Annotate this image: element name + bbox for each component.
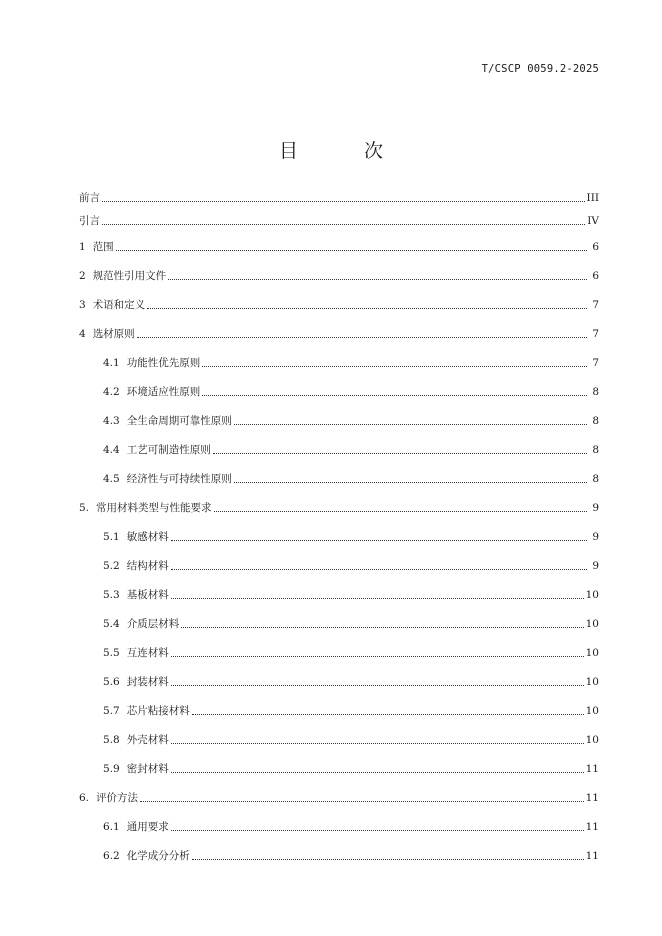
toc-entry-page: 8 (592, 414, 599, 427)
dot-leader (171, 684, 584, 686)
toc-entry-number: 5.1 (103, 530, 120, 543)
toc-entry-page: 7 (592, 356, 599, 369)
toc-entry-number: 5.4 (103, 617, 120, 630)
toc-entry-number: 5.9 (103, 762, 120, 775)
toc-entry[interactable] (79, 209, 599, 232)
toc-entry-label: 通用要求 (126, 821, 169, 833)
toc-entry-page: 11 (585, 791, 599, 804)
dot-leader (171, 771, 584, 773)
toc-entry-page: 11 (585, 820, 599, 833)
toc-entry[interactable] (79, 464, 599, 493)
dot-leader (171, 655, 584, 657)
toc-entry-page: 8 (592, 443, 599, 456)
toc-entry-page: 6 (592, 240, 599, 253)
dot-leader (171, 568, 587, 570)
toc-entry-label: 规范性引用文件 (92, 270, 167, 282)
dot-leader (202, 365, 587, 367)
dot-leader (171, 829, 584, 831)
toc-entry-page: 8 (592, 385, 599, 398)
toc-entry-number: 6.2 (103, 849, 120, 862)
toc-entry-label: 常用材料类型与性能要求 (96, 502, 212, 514)
toc-entry-page: 8 (592, 472, 599, 485)
dot-leader (102, 223, 585, 225)
toc-entry[interactable] (79, 609, 599, 638)
toc-entry-number: 5.3 (103, 588, 120, 601)
toc-entry[interactable] (79, 725, 599, 754)
toc-entry[interactable] (79, 319, 599, 348)
toc-entry-number: 5.2 (103, 559, 120, 572)
toc-entry-page: 9 (592, 559, 599, 572)
toc-entry-label: 范围 (92, 241, 114, 253)
toc-entry-number: 6. (79, 791, 90, 804)
toc-entry-number: 5.5 (103, 646, 120, 659)
toc-entry-label: 敏感材料 (126, 531, 169, 543)
dot-leader (214, 510, 587, 512)
toc-entry-label: 前言 (79, 192, 100, 204)
toc-entry-label: 基板材料 (126, 589, 169, 601)
toc-entry-number: 4.3 (103, 414, 120, 427)
toc-entry-label: 结构材料 (126, 560, 169, 572)
toc-entry-label: 评价方法 (96, 792, 139, 804)
toc-entry-page: 10 (585, 733, 599, 746)
toc-entry-label: 密封材料 (126, 763, 169, 775)
toc-entry-label: 术语和定义 (92, 299, 146, 311)
dot-leader (192, 713, 584, 715)
toc-entry-page: 11 (585, 762, 599, 775)
toc-entry-label: 选材原则 (92, 328, 135, 340)
table-of-contents (79, 186, 599, 870)
dot-leader (147, 307, 587, 309)
toc-entry[interactable] (79, 754, 599, 783)
dot-leader (171, 597, 584, 599)
toc-entry-label: 芯片粘接材料 (126, 705, 190, 717)
toc-entry[interactable] (79, 493, 599, 522)
toc-entry-number: 6.1 (103, 820, 120, 833)
toc-entry-page: 9 (592, 501, 599, 514)
dot-leader (213, 452, 587, 454)
toc-entry-page: 7 (592, 298, 599, 311)
toc-entry[interactable] (79, 696, 599, 725)
toc-entry[interactable] (79, 186, 599, 209)
toc-entry-number: 4.1 (103, 356, 120, 369)
toc-entry-number: 5.6 (103, 675, 120, 688)
page-title: 目 次 (278, 140, 414, 162)
toc-entry[interactable] (79, 377, 599, 406)
toc-entry[interactable] (79, 435, 599, 464)
toc-entry-page: 10 (585, 617, 599, 630)
dot-leader (171, 539, 587, 541)
toc-entry[interactable] (79, 667, 599, 696)
toc-entry-label: 互连材料 (126, 647, 169, 659)
toc-entry-label: 引言 (79, 215, 100, 227)
toc-entry-page: 10 (585, 646, 599, 659)
toc-entry-page: 10 (585, 588, 599, 601)
dot-leader (137, 336, 587, 338)
toc-entry[interactable] (79, 580, 599, 609)
toc-entry-label: 环境适应性原则 (126, 386, 201, 398)
dot-leader (234, 423, 587, 425)
dot-leader (140, 800, 584, 802)
toc-entry[interactable] (79, 290, 599, 319)
dot-leader (102, 200, 585, 202)
dot-leader (234, 481, 587, 483)
toc-entry[interactable] (79, 348, 599, 377)
toc-entry-page: 10 (585, 675, 599, 688)
toc-entry-label: 工艺可制造性原则 (126, 444, 211, 456)
toc-entry[interactable] (79, 551, 599, 580)
toc-entry-label: 介质层材料 (126, 618, 180, 630)
toc-entry[interactable] (79, 783, 599, 812)
toc-entry-number: 5.8 (103, 733, 120, 746)
toc-entry-number: 4.5 (103, 472, 120, 485)
toc-entry-page: 9 (592, 530, 599, 543)
dot-leader (181, 626, 583, 628)
toc-entry-page: IV (587, 214, 599, 227)
toc-entry-number: 5.7 (103, 704, 120, 717)
toc-entry-label: 经济性与可持续性原则 (126, 473, 232, 485)
toc-entry[interactable] (79, 841, 599, 870)
toc-entry-number: 1 (79, 240, 86, 253)
document-code: T/CSCP 0059.2-2025 (481, 63, 599, 75)
toc-entry[interactable] (79, 522, 599, 551)
toc-entry[interactable] (79, 261, 599, 290)
toc-entry-label: 外壳材料 (126, 734, 169, 746)
toc-entry-page: III (586, 191, 599, 204)
dot-leader (168, 278, 587, 280)
dot-leader (202, 394, 587, 396)
dot-leader (171, 742, 584, 744)
toc-entry-label: 功能性优先原则 (126, 357, 201, 369)
toc-entry[interactable] (79, 406, 599, 435)
toc-entry-label: 化学成分分析 (126, 850, 190, 862)
toc-entry-number: 4 (79, 327, 86, 340)
toc-entry-number: 4.4 (103, 443, 120, 456)
toc-entry-page: 6 (592, 269, 599, 282)
toc-entry-page: 11 (585, 849, 599, 862)
toc-entry-number: 4.2 (103, 385, 120, 398)
toc-entry[interactable] (79, 638, 599, 667)
toc-entry[interactable] (79, 812, 599, 841)
toc-entry-label: 封装材料 (126, 676, 169, 688)
toc-entry-number: 3 (79, 298, 86, 311)
dot-leader (192, 858, 584, 860)
dot-leader (116, 249, 587, 251)
toc-entry-number: 5. (79, 501, 90, 514)
toc-entry[interactable] (79, 232, 599, 261)
toc-entry-page: 10 (585, 704, 599, 717)
toc-entry-label: 全生命周期可靠性原则 (126, 415, 232, 427)
toc-entry-page: 7 (592, 327, 599, 340)
toc-entry-number: 2 (79, 269, 86, 282)
